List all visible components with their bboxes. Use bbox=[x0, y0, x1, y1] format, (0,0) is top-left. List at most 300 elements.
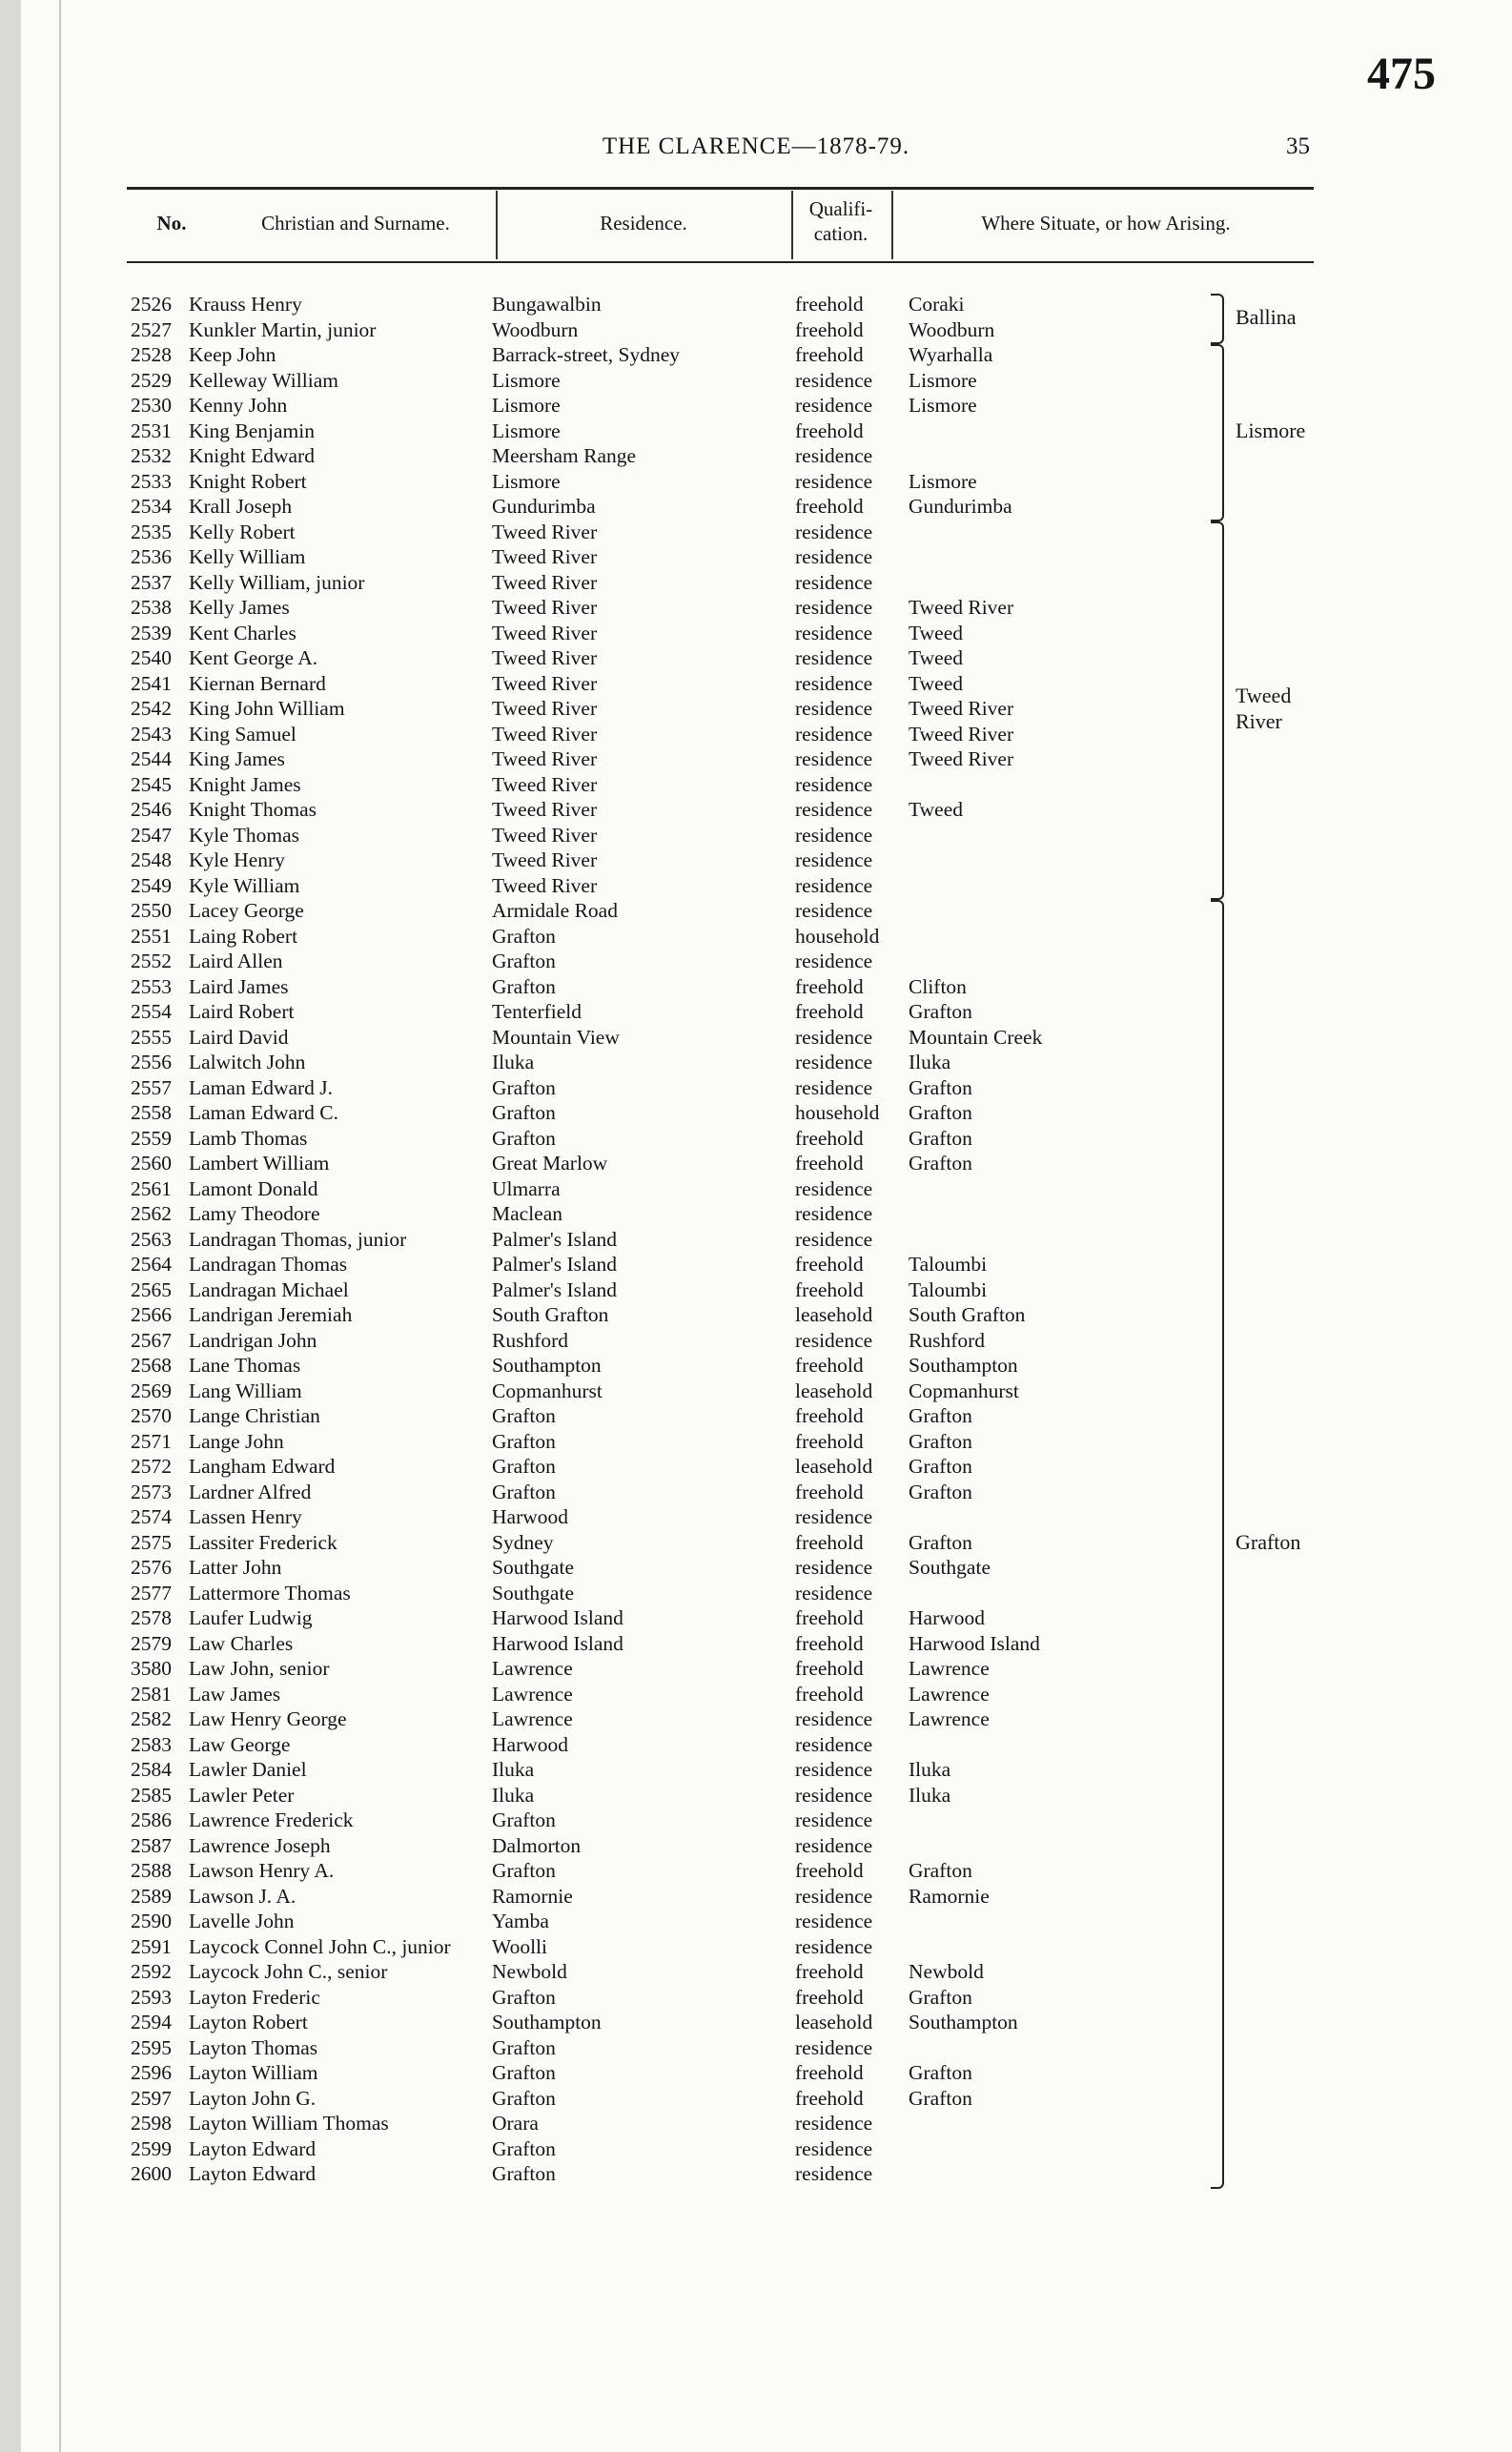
qualification: residence bbox=[795, 2035, 873, 2059]
elector-name: Landragan Thomas, junior bbox=[189, 1227, 407, 1251]
table-row bbox=[0, 848, 1512, 873]
roll-table bbox=[0, 292, 1512, 2187]
entry-number: 2545 bbox=[131, 772, 172, 796]
table-row bbox=[0, 520, 1512, 545]
elector-name: Laufer Ludwig bbox=[189, 1606, 313, 1629]
entry-number: 2582 bbox=[131, 1707, 172, 1730]
residence: Maclean bbox=[492, 1202, 563, 1225]
residence: Southgate bbox=[492, 1556, 574, 1579]
residence: Grafton bbox=[492, 1985, 556, 2009]
where-situate: Lismore bbox=[909, 469, 977, 493]
residence: Harwood Island bbox=[492, 1606, 623, 1629]
qualification: residence bbox=[795, 646, 873, 669]
elector-name: Lane Thomas bbox=[189, 1354, 301, 1377]
entry-number: 2585 bbox=[131, 1783, 172, 1807]
brace bbox=[1211, 900, 1224, 2189]
residence: Woolli bbox=[492, 1934, 547, 1958]
residence: Gundurimba bbox=[492, 495, 596, 518]
elector-name: Laird Allen bbox=[189, 950, 283, 972]
elector-name: Lattermore Thomas bbox=[189, 1581, 351, 1604]
table-row bbox=[0, 2010, 1512, 2035]
table-row bbox=[0, 570, 1512, 596]
entry-number: 2535 bbox=[131, 520, 172, 543]
polling-place-label: Tweed River bbox=[1236, 684, 1292, 734]
table-row bbox=[0, 873, 1512, 899]
entry-number: 2543 bbox=[131, 722, 172, 746]
entry-number: 2592 bbox=[131, 1960, 172, 1983]
where-situate: Grafton bbox=[909, 1152, 972, 1175]
elector-name: Laman Edward J. bbox=[189, 1075, 334, 1099]
table-row bbox=[0, 1403, 1512, 1429]
qualification: freehold bbox=[795, 1960, 864, 1983]
table-row bbox=[0, 1959, 1512, 1985]
qualification: residence bbox=[795, 1227, 873, 1251]
qualification: freehold bbox=[795, 495, 864, 518]
entry-number: 2538 bbox=[131, 596, 172, 619]
residence: Copmanhurst bbox=[492, 1379, 603, 1402]
qualification: residence bbox=[795, 368, 873, 392]
residence: Lismore bbox=[492, 368, 561, 392]
elector-name: Layton John G. bbox=[189, 2086, 317, 2110]
qualification: residence bbox=[795, 621, 873, 644]
qualification: freehold bbox=[795, 317, 864, 341]
elector-name: Laman Edward C. bbox=[189, 1101, 339, 1124]
where-situate: Southampton bbox=[909, 2011, 1018, 2033]
elector-name: Kyle William bbox=[189, 873, 300, 897]
elector-name: Lange John bbox=[189, 1429, 284, 1453]
residence: Grafton bbox=[492, 974, 556, 998]
residence: Grafton bbox=[492, 2061, 556, 2084]
where-situate: South Grafton bbox=[909, 1303, 1026, 1326]
elector-name: Laird James bbox=[189, 974, 289, 998]
residence: Tweed River bbox=[492, 873, 598, 897]
elector-name: Lacey George bbox=[189, 899, 304, 922]
table-row bbox=[0, 1504, 1512, 1530]
where-situate: Grafton bbox=[909, 2086, 972, 2110]
qualification: freehold bbox=[795, 1277, 864, 1301]
entry-number: 2554 bbox=[131, 1000, 172, 1023]
where-situate: Tweed River bbox=[909, 722, 1014, 746]
qualification: residence bbox=[795, 1328, 873, 1352]
residence: Tweed River bbox=[492, 697, 598, 720]
entry-number: 2530 bbox=[131, 394, 172, 417]
where-situate: Tweed River bbox=[909, 747, 1014, 770]
where-situate: Grafton bbox=[909, 1404, 972, 1427]
elector-name: Landrigan Jeremiah bbox=[189, 1303, 353, 1326]
elector-name: Keep John bbox=[189, 343, 276, 366]
where-situate: Grafton bbox=[909, 1455, 972, 1478]
table-row bbox=[0, 1581, 1512, 1606]
qualification: residence bbox=[795, 394, 873, 417]
qualification: freehold bbox=[795, 1631, 864, 1655]
qualification: residence bbox=[795, 848, 873, 871]
table-row bbox=[0, 1176, 1512, 1202]
qualification: freehold bbox=[795, 1985, 864, 2009]
qualification: residence bbox=[795, 1833, 873, 1857]
elector-name: Landragan Thomas bbox=[189, 1253, 348, 1276]
entry-number: 2588 bbox=[131, 1859, 172, 1882]
table-row bbox=[0, 1328, 1512, 1354]
table-row bbox=[0, 1126, 1512, 1152]
elector-name: King John William bbox=[189, 697, 345, 720]
residence: Harwood bbox=[492, 1732, 569, 1756]
residence: Grafton bbox=[492, 1429, 556, 1453]
table-row bbox=[0, 949, 1512, 974]
table-row bbox=[0, 2086, 1512, 2112]
entry-number: 2537 bbox=[131, 570, 172, 594]
residence: Harwood Island bbox=[492, 1631, 623, 1655]
qualification: residence bbox=[795, 772, 873, 796]
qualification: residence bbox=[795, 1556, 873, 1579]
where-situate: Harwood Island bbox=[909, 1631, 1040, 1655]
residence: Grafton bbox=[492, 2086, 556, 2110]
qualification: residence bbox=[795, 671, 873, 695]
elector-name: Lavelle John bbox=[189, 1910, 295, 1932]
residence: Grafton bbox=[492, 1101, 556, 1124]
table-row bbox=[0, 1025, 1512, 1051]
table-row bbox=[0, 1884, 1512, 1910]
residence: Rushford bbox=[492, 1328, 569, 1352]
residence: Harwood bbox=[492, 1505, 569, 1528]
table-row bbox=[0, 746, 1512, 772]
elector-name: Laycock John C., senior bbox=[189, 1960, 388, 1983]
qualification: freehold bbox=[795, 1682, 864, 1706]
entry-number: 2536 bbox=[131, 545, 172, 568]
residence: Southgate bbox=[492, 1581, 574, 1604]
entry-number: 2557 bbox=[131, 1075, 172, 1099]
table-row bbox=[0, 974, 1512, 1000]
entry-number: 2564 bbox=[131, 1253, 172, 1276]
qualification: residence bbox=[795, 798, 873, 821]
entry-number: 2581 bbox=[131, 1682, 172, 1706]
qualification: residence bbox=[795, 2162, 873, 2185]
qualification: residence bbox=[795, 1910, 873, 1932]
residence: Southampton bbox=[492, 1354, 602, 1377]
table-row bbox=[0, 2161, 1512, 2187]
entry-number: 2570 bbox=[131, 1404, 172, 1427]
entry-number: 2546 bbox=[131, 798, 172, 821]
table-row bbox=[0, 1075, 1512, 1101]
entry-number: 2533 bbox=[131, 469, 172, 493]
residence: Dalmorton bbox=[492, 1833, 582, 1857]
table-row bbox=[0, 393, 1512, 419]
entry-number: 2568 bbox=[131, 1354, 172, 1377]
residence: Tweed River bbox=[492, 545, 598, 568]
residence: Tweed River bbox=[492, 570, 598, 594]
residence: Lismore bbox=[492, 469, 561, 493]
entry-number: 2534 bbox=[131, 495, 172, 518]
elector-name: Kelly Robert bbox=[189, 520, 296, 543]
entry-number: 2529 bbox=[131, 368, 172, 392]
table-row bbox=[0, 898, 1512, 924]
entry-number: 2540 bbox=[131, 646, 172, 669]
where-situate: Tweed bbox=[909, 621, 963, 644]
qualification: freehold bbox=[795, 974, 864, 998]
qualification: residence bbox=[795, 1025, 873, 1049]
entry-number: 2574 bbox=[131, 1505, 172, 1528]
elector-name: Langham Edward bbox=[189, 1455, 336, 1478]
table-row bbox=[0, 1909, 1512, 1934]
qualification: freehold bbox=[795, 343, 864, 366]
qualification: residence bbox=[795, 570, 873, 594]
header-top-rule bbox=[127, 187, 1314, 190]
table-row bbox=[0, 1379, 1512, 1404]
elector-name: King Samuel bbox=[189, 722, 296, 746]
entry-number: 2562 bbox=[131, 1202, 172, 1225]
residence: Tweed River bbox=[492, 747, 598, 770]
elector-name: Kyle Henry bbox=[189, 848, 285, 871]
qualification: freehold bbox=[795, 1606, 864, 1629]
entry-number: 2598 bbox=[131, 2112, 172, 2135]
entry-number: 3580 bbox=[131, 1657, 172, 1680]
entry-number: 2550 bbox=[131, 899, 172, 922]
elector-name: Law Charles bbox=[189, 1631, 294, 1655]
entry-number: 2571 bbox=[131, 1429, 172, 1453]
residence: Palmer's Island bbox=[492, 1227, 618, 1251]
where-situate: Southampton bbox=[909, 1354, 1018, 1377]
where-situate: Taloumbi bbox=[909, 1277, 988, 1301]
entry-number: 2528 bbox=[131, 343, 172, 366]
entry-number: 2544 bbox=[131, 747, 172, 770]
entry-number: 2578 bbox=[131, 1606, 172, 1629]
elector-name: Lassiter Frederick bbox=[189, 1530, 337, 1554]
elector-name: Layton Thomas bbox=[189, 2035, 318, 2059]
entry-number: 2594 bbox=[131, 2011, 172, 2033]
brace bbox=[1211, 521, 1224, 901]
entry-number: 2561 bbox=[131, 1176, 172, 1200]
table-row bbox=[0, 1706, 1512, 1732]
elector-name: Lawrence Frederick bbox=[189, 1808, 354, 1831]
qualification: residence bbox=[795, 722, 873, 746]
entry-number: 2575 bbox=[131, 1530, 172, 1554]
table-row bbox=[0, 368, 1512, 394]
where-situate: Tweed River bbox=[909, 697, 1014, 720]
elector-name: Laird David bbox=[189, 1025, 289, 1049]
residence: Yamba bbox=[492, 1910, 549, 1932]
where-situate: Lawrence bbox=[909, 1657, 990, 1680]
elector-name: Kenny John bbox=[189, 394, 288, 417]
qualification: household bbox=[795, 924, 880, 948]
qualification: freehold bbox=[795, 1480, 864, 1503]
where-situate: Taloumbi bbox=[909, 1253, 988, 1276]
qualification: residence bbox=[795, 1732, 873, 1756]
elector-name: Kent Charles bbox=[189, 621, 296, 644]
residence: Grafton bbox=[492, 2035, 556, 2059]
residence: Palmer's Island bbox=[492, 1253, 618, 1276]
residence: Mountain View bbox=[492, 1025, 620, 1049]
elector-name: Lamy Theodore bbox=[189, 1202, 320, 1225]
residence: Southampton bbox=[492, 2011, 602, 2033]
column-divider bbox=[891, 191, 893, 259]
qualification: residence bbox=[795, 444, 873, 467]
elector-name: Knight Robert bbox=[189, 469, 307, 493]
qualification: residence bbox=[795, 823, 873, 847]
qualification: freehold bbox=[795, 1859, 864, 1882]
entry-number: 2600 bbox=[131, 2162, 172, 2185]
elector-name: Kyle Thomas bbox=[189, 823, 300, 847]
entry-number: 2526 bbox=[131, 293, 172, 316]
elector-name: Landragan Michael bbox=[189, 1277, 349, 1301]
where-situate: Harwood bbox=[909, 1606, 986, 1629]
qualification: freehold bbox=[795, 1253, 864, 1276]
elector-name: Lawson J. A. bbox=[189, 1884, 296, 1908]
page-number: 35 bbox=[1286, 133, 1310, 159]
elector-name: Lawrence Joseph bbox=[189, 1833, 331, 1857]
elector-name: Law George bbox=[189, 1732, 291, 1756]
entry-number: 2590 bbox=[131, 1910, 172, 1932]
table-row bbox=[0, 1151, 1512, 1176]
qualification: freehold bbox=[795, 2086, 864, 2110]
elector-name: Lamont Donald bbox=[189, 1176, 318, 1200]
qualification: residence bbox=[795, 1505, 873, 1528]
entry-number: 2531 bbox=[131, 419, 172, 442]
where-situate: Grafton bbox=[909, 1000, 972, 1023]
where-situate: Lawrence bbox=[909, 1707, 990, 1730]
residence: Woodburn bbox=[492, 317, 579, 341]
entry-number: 2565 bbox=[131, 1277, 172, 1301]
qualification: freehold bbox=[795, 1429, 864, 1453]
residence: Grafton bbox=[492, 1808, 556, 1831]
where-situate: Grafton bbox=[909, 1101, 972, 1124]
residence: Grafton bbox=[492, 1404, 556, 1427]
elector-name: Layton William bbox=[189, 2061, 318, 2084]
entry-number: 2559 bbox=[131, 1126, 172, 1150]
entry-number: 2552 bbox=[131, 950, 172, 972]
table-row bbox=[0, 443, 1512, 469]
qualification: residence bbox=[795, 469, 873, 493]
table-row bbox=[0, 1100, 1512, 1126]
where-situate: Ramornie bbox=[909, 1884, 990, 1908]
elector-name: Kiernan Bernard bbox=[189, 671, 326, 695]
residence: Tweed River bbox=[492, 848, 598, 871]
table-row bbox=[0, 1353, 1512, 1379]
residence: Sydney bbox=[492, 1530, 554, 1554]
qualification: residence bbox=[795, 596, 873, 619]
where-situate: Iluka bbox=[909, 1758, 951, 1781]
where-situate: Iluka bbox=[909, 1051, 951, 1073]
where-situate: Newbold bbox=[909, 1960, 984, 1983]
entry-number: 2593 bbox=[131, 1985, 172, 2009]
table-row bbox=[0, 1050, 1512, 1075]
residence: Grafton bbox=[492, 2136, 556, 2160]
elector-name: Kent George A. bbox=[189, 646, 318, 669]
table-row bbox=[0, 2035, 1512, 2061]
entry-number: 2589 bbox=[131, 1884, 172, 1908]
table-row bbox=[0, 595, 1512, 621]
entry-number: 2558 bbox=[131, 1101, 172, 1124]
where-situate: Rushford bbox=[909, 1328, 986, 1352]
qualification: residence bbox=[795, 950, 873, 972]
where-situate: Lismore bbox=[909, 394, 977, 417]
elector-name: Krall Joseph bbox=[189, 495, 293, 518]
qualification: residence bbox=[795, 1202, 873, 1225]
residence: Tweed River bbox=[492, 823, 598, 847]
residence: Iluka bbox=[492, 1783, 535, 1807]
entry-number: 2549 bbox=[131, 873, 172, 897]
table-row bbox=[0, 1555, 1512, 1581]
residence: Grafton bbox=[492, 2162, 556, 2185]
residence: Tweed River bbox=[492, 596, 598, 619]
where-situate: Lismore bbox=[909, 368, 977, 392]
brace bbox=[1211, 294, 1224, 344]
elector-name: Laird Robert bbox=[189, 1000, 295, 1023]
elector-name: Kelly William bbox=[189, 545, 306, 568]
qualification: freehold bbox=[795, 1530, 864, 1554]
residence: Great Marlow bbox=[492, 1152, 608, 1175]
entry-number: 2573 bbox=[131, 1480, 172, 1503]
elector-name: Knight Edward bbox=[189, 444, 315, 467]
column-header-residence: Residence. bbox=[600, 212, 687, 235]
table-row bbox=[0, 1252, 1512, 1277]
table-row bbox=[0, 2111, 1512, 2136]
residence: Tweed River bbox=[492, 520, 598, 543]
table-row bbox=[0, 823, 1512, 848]
table-row bbox=[0, 1480, 1512, 1505]
table-row bbox=[0, 645, 1512, 671]
entry-number: 2527 bbox=[131, 317, 172, 341]
residence: Grafton bbox=[492, 1126, 556, 1150]
where-situate: Grafton bbox=[909, 1075, 972, 1099]
table-row bbox=[0, 1302, 1512, 1328]
qualification: freehold bbox=[795, 1000, 864, 1023]
polling-place-label: Ballina bbox=[1236, 305, 1297, 329]
table-row bbox=[0, 772, 1512, 798]
elector-name: Lang William bbox=[189, 1379, 302, 1402]
polling-place-label: Grafton bbox=[1236, 1530, 1301, 1555]
residence: Grafton bbox=[492, 950, 556, 972]
qualification: leasehold bbox=[795, 1455, 873, 1478]
elector-name: Lardner Alfred bbox=[189, 1480, 312, 1503]
table-row bbox=[0, 1631, 1512, 1657]
where-situate: Grafton bbox=[909, 2061, 972, 2084]
table-row bbox=[0, 1429, 1512, 1455]
qualification: freehold bbox=[795, 419, 864, 442]
residence: Grafton bbox=[492, 1075, 556, 1099]
column-header-name: Christian and Surname. bbox=[261, 212, 450, 235]
entry-number: 2572 bbox=[131, 1455, 172, 1478]
where-situate: Mountain Creek bbox=[909, 1025, 1043, 1049]
elector-name: Layton Robert bbox=[189, 2011, 308, 2033]
table-row bbox=[0, 342, 1512, 368]
where-situate: Gundurimba bbox=[909, 495, 1012, 518]
entry-number: 2596 bbox=[131, 2061, 172, 2084]
qualification: residence bbox=[795, 697, 873, 720]
elector-name: Knight Thomas bbox=[189, 798, 317, 821]
entry-number: 2555 bbox=[131, 1025, 172, 1049]
qualification: household bbox=[795, 1101, 880, 1124]
residence: Ramornie bbox=[492, 1884, 573, 1908]
qualification: leasehold bbox=[795, 1379, 873, 1402]
residence: Bungawalbin bbox=[492, 293, 602, 316]
where-situate: Southgate bbox=[909, 1556, 991, 1579]
residence: Lawrence bbox=[492, 1657, 573, 1680]
residence: Ulmarra bbox=[492, 1176, 561, 1200]
residence: Tenterfield bbox=[492, 1000, 582, 1023]
elector-name: Krauss Henry bbox=[189, 293, 302, 316]
where-situate: Grafton bbox=[909, 1530, 972, 1554]
qualification: freehold bbox=[795, 1354, 864, 1377]
residence: Lawrence bbox=[492, 1682, 573, 1706]
elector-name: Lawler Peter bbox=[189, 1783, 295, 1807]
entry-number: 2563 bbox=[131, 1227, 172, 1251]
elector-name: Kunkler Martin, junior bbox=[189, 317, 377, 341]
qualification: freehold bbox=[795, 1152, 864, 1175]
table-row bbox=[0, 1682, 1512, 1707]
residence: Grafton bbox=[492, 1859, 556, 1882]
table-row bbox=[0, 1783, 1512, 1808]
entry-number: 2541 bbox=[131, 671, 172, 695]
residence: Barrack-street, Sydney bbox=[492, 343, 681, 366]
